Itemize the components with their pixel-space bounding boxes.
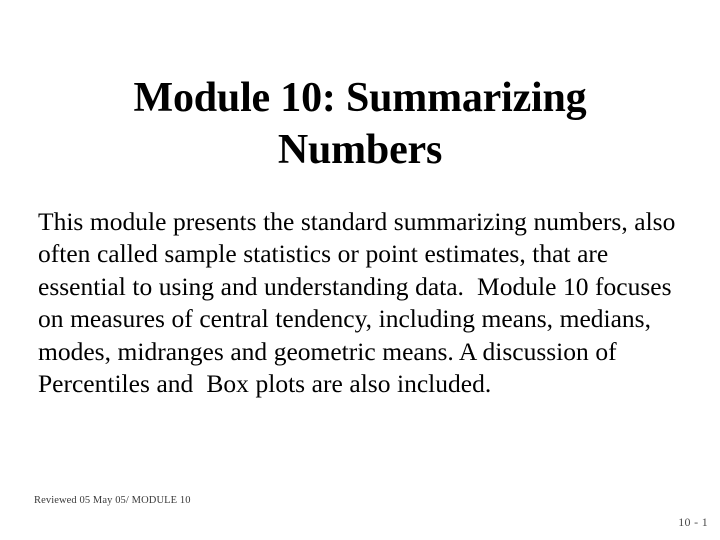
page-number: 10 - 1 [678,515,708,529]
footer-review-note: Reviewed 05 May 05/ MODULE 10 [34,495,191,506]
slide-title-container [54,72,666,176]
slide-body-paragraph: This module presents the standard summarizing numbers, also often called sample statistics or point estimates, that are essential to using and understanding data. Module 10 focuses on measures of central tendency, including means, medians, modes, midranges and geometric means. A discussion of Percentiles and Box plots are also included. [38,207,682,399]
slide-body-container [38,206,702,400]
page-title: Module 10: Summarizing Numbers [133,75,597,173]
